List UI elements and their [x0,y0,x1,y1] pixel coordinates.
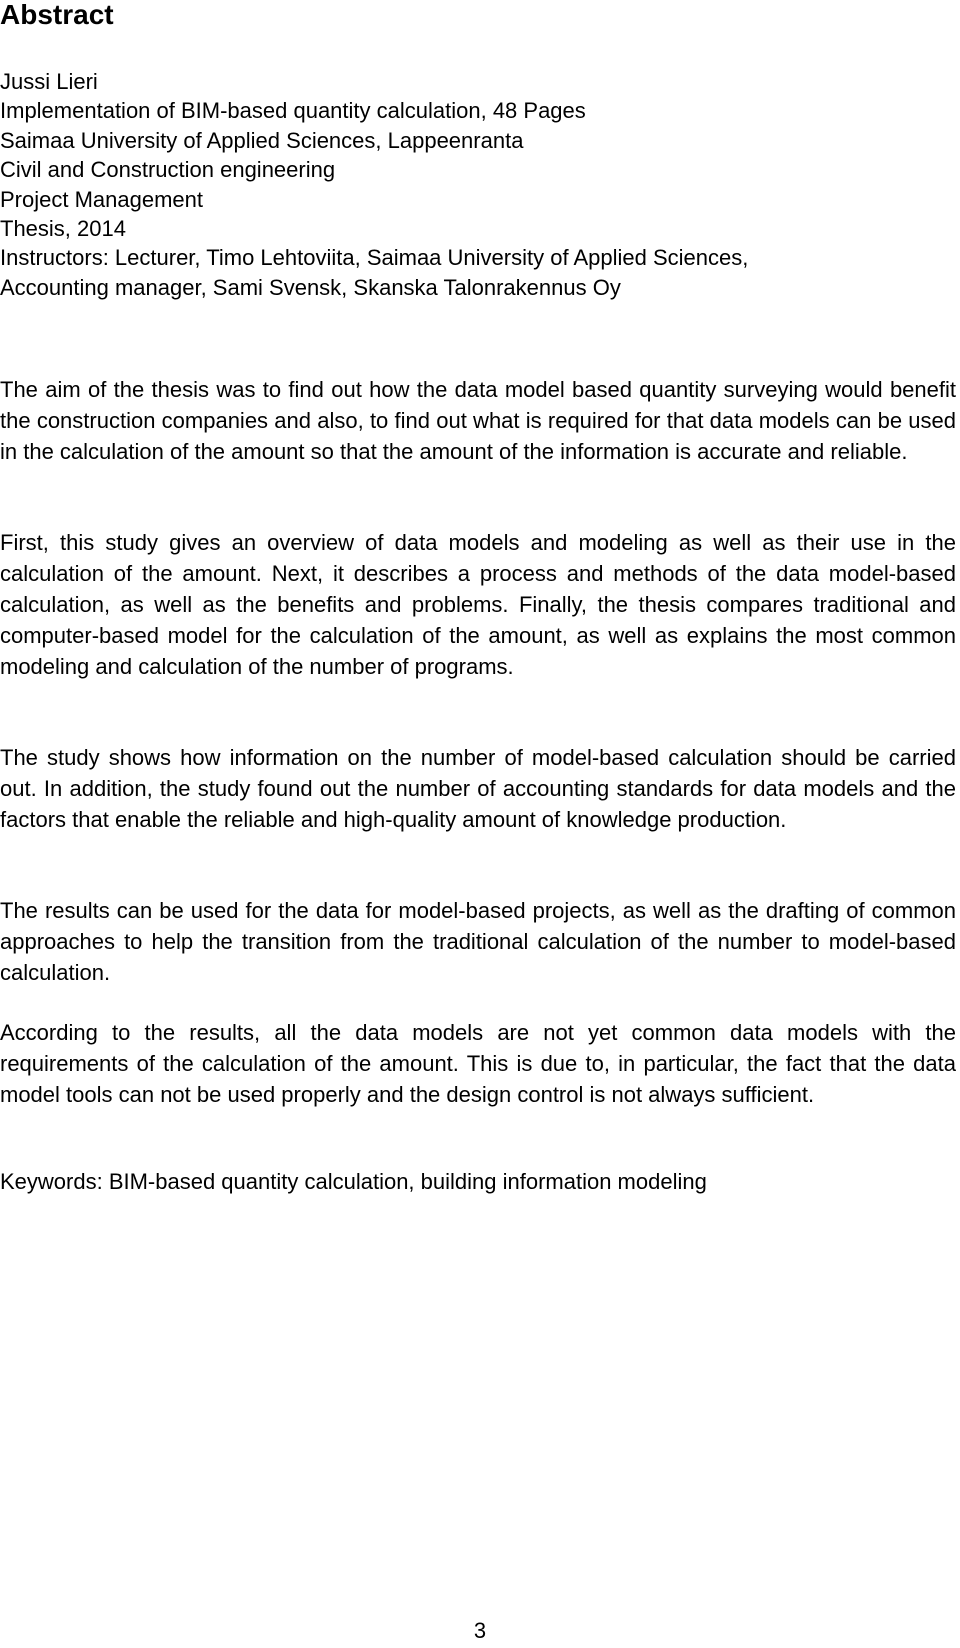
abstract-heading: Abstract [0,0,114,30]
abstract-paragraph: The aim of the thesis was to find out how the data model based quantity surveying would benefit the construction companies and also, to find out what is required for that data models can be used in the calculation of the amount so that the amount of the information is accurate and reliable. [0,377,956,464]
thesis-title-line: Implementation of BIM-based quantity calculation, 48 Pages [0,98,586,124]
degree-programme-line: Civil and Construction engineering [0,157,336,183]
abstract-paragraph: The results can be used for the data for model-based projects, as well as the drafting of common approaches to help the transition from the traditional calculation of the number to model-based calculation. [0,898,956,985]
abstract-paragraph: The study shows how information on the number of model-based calculation should be carried out. In addition, the study found out the number of accounting standards for data models and the factors that enable the reliable and high-quality amount of knowledge production. [0,745,956,832]
university-line: Saimaa University of Applied Sciences, Lappeenranta [0,127,524,153]
author-name: Jussi Lieri [0,69,98,94]
page-number: 3 [473,1618,487,1643]
abstract-paragraph: First, this study gives an overview of data models and modeling as well as their use in the calculation of the amount. Next, it describes a process and methods of the data model-based calculation, as well as the benefits and problems. Finally, the thesis compares traditional and computer-based model for the calculation of the amount, as well as explains the most common modeling and calculation of the number of programs. [0,530,956,679]
instructors-line: Instructors: Lecturer, Timo Lehtoviita, Saimaa University of Applied Sciences, [0,245,749,271]
thesis-metadata [0,67,950,302]
specialisation-line: Project Management [0,186,203,212]
abstract-paragraph: According to the results, all the data models are not yet common data models with the requirements of the calculation of the amount. This is due to, in particular, the fact that the data model tools can not be used properly and the design control is not always sufficient. [0,1020,956,1107]
keywords-line: Keywords: BIM-based quantity calculation, building information modeling [0,1169,707,1194]
instructors-line-continued: Accounting manager, Sami Svensk, Skanska Talonrakennus Oy [0,274,621,300]
thesis-year-line: Thesis, 2014 [0,216,126,242]
